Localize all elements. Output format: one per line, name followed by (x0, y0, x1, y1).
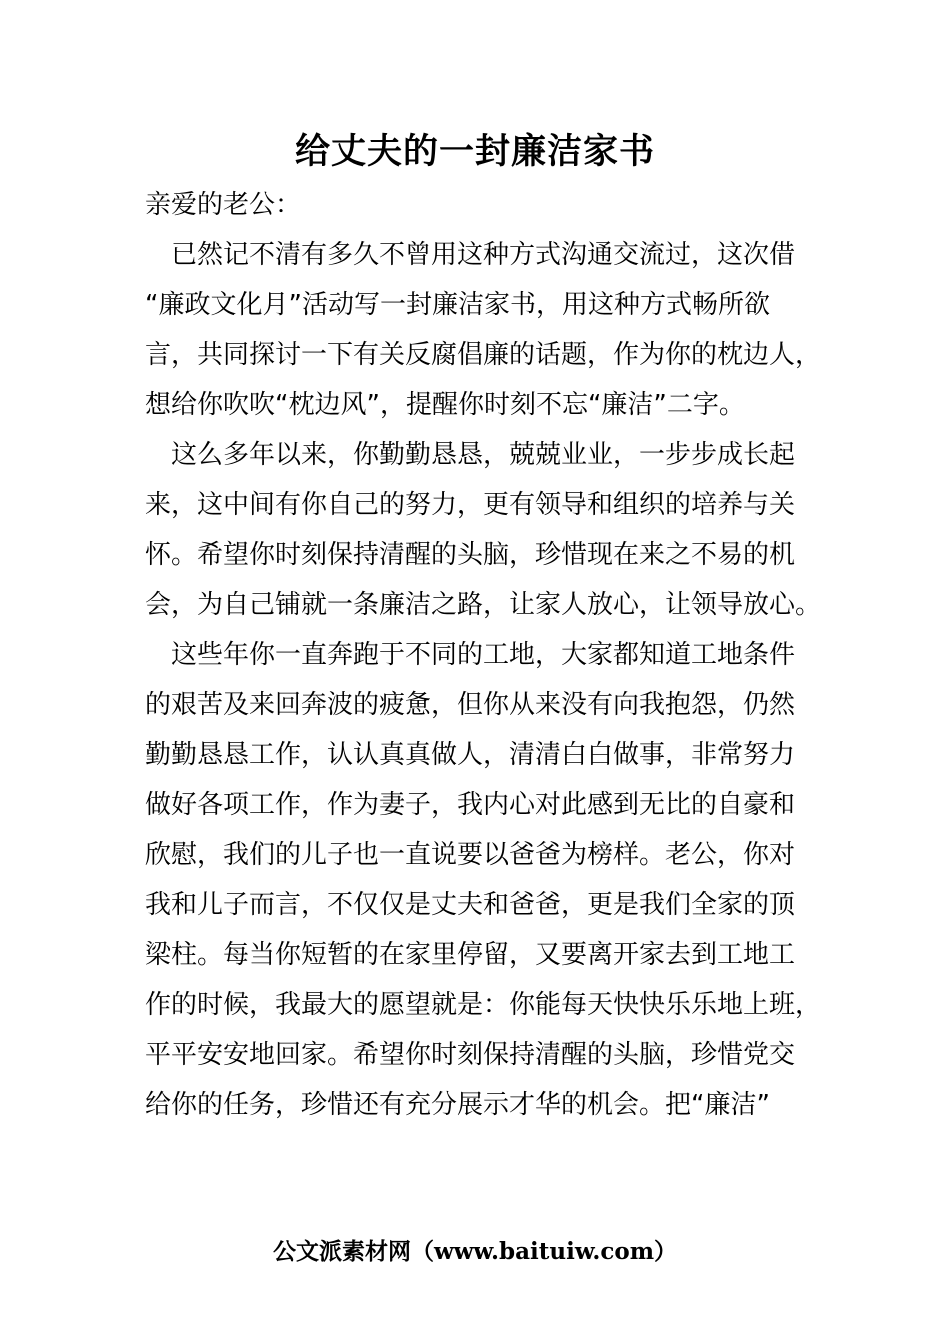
body-line: 言，共同探讨一下有关反腐倡廉的话题，作为你的枕边人， (145, 340, 822, 370)
body-line: 做好各项工作，作为妻子，我内心对此感到无比的自豪和 (145, 790, 796, 820)
body-line: “廉政文化月”活动写一封廉洁家书，用这种方式畅所欲 (145, 290, 770, 320)
body-line: 怀。希望你时刻保持清醒的头脑，珍惜现在来之不易的机 (145, 540, 796, 570)
body-line: 欣慰，我们的儿子也一直说要以爸爸为榜样。老公，你对 (145, 840, 796, 870)
body-line-salutation: 亲爱的老公： (145, 190, 302, 220)
body-line: 这些年你一直奔跑于不同的工地，大家都知道工地条件 (145, 640, 796, 670)
document-title: 给丈夫的一封廉洁家书 (294, 132, 655, 172)
body-line: 梁柱。每当你短暂的在家里停留，又要离开家去到工地工 (145, 940, 796, 970)
body-line: 这么多年以来，你勤勤恳恳，兢兢业业，一步步成长起 (145, 440, 796, 470)
body-line: 来，这中间有你自己的努力，更有领导和组织的培养与关 (145, 490, 796, 520)
body-line: 勤勤恳恳工作，认认真真做人，清清白白做事，非常努力 (145, 740, 796, 770)
body-line: 的艰苦及来回奔波的疲惫，但你从来没有向我抱怨，仍然 (145, 690, 796, 720)
body-line: 平平安安地回家。希望你时刻保持清醒的头脑，珍惜党交 (145, 1040, 796, 1070)
body-line: 给你的任务，珍惜还有充分展示才华的机会。把“廉洁” (145, 1090, 770, 1120)
body-line: 已然记不清有多久不曾用这种方式沟通交流过，这次借 (145, 240, 796, 270)
page-footer-source: 公文派素材网（www.baituiw.com） (272, 1238, 678, 1265)
body-line: 我和儿子而言，不仅仅是丈夫和爸爸，更是我们全家的顶 (145, 890, 796, 920)
body-line: 作的时候，我最大的愿望就是：你能每天快快乐乐地上班， (145, 990, 822, 1020)
document-body (145, 180, 822, 1130)
body-line: 会，为自己铺就一条廉洁之路，让家人放心，让领导放心。 (145, 590, 822, 620)
body-line: 想给你吹吹“枕边风”，提醒你时刻不忘“廉洁”二字。 (145, 390, 745, 420)
